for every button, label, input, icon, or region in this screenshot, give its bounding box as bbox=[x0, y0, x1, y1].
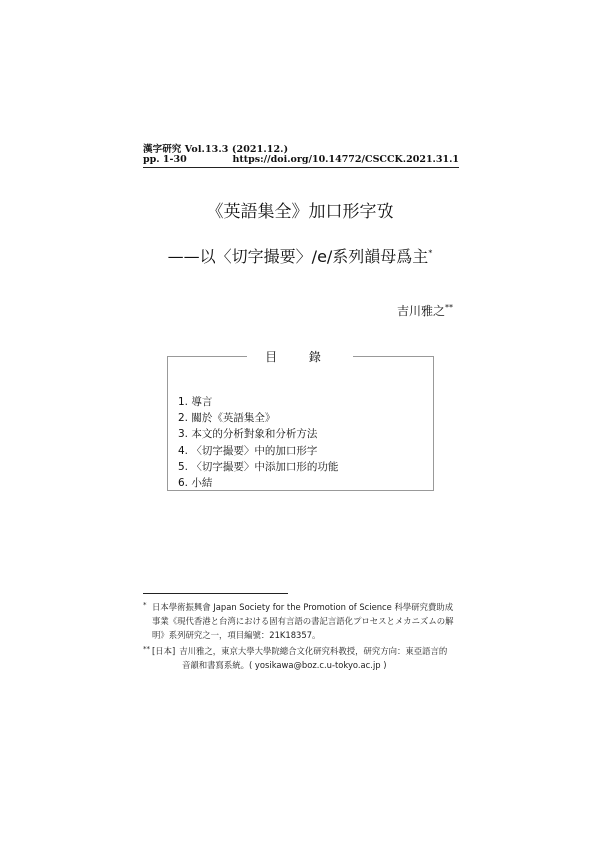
toc-item: 6. 小結 bbox=[178, 477, 213, 490]
footnote-body bbox=[152, 644, 461, 672]
author-name: 吉川雅之 bbox=[396, 304, 445, 318]
toc-heading bbox=[0, 348, 600, 365]
subtitle-text: ——以〈切字撮要〉/e/系列韻母爲主 bbox=[167, 247, 429, 266]
footnote-rule bbox=[143, 593, 288, 594]
footnote-funding bbox=[143, 600, 461, 642]
paper-title: 《英語集全》加口形字攷 bbox=[206, 202, 394, 222]
footnote-line2: 音韻和書寫系統。( yosikawa@boz.c.u-tokyo.ac.jp ) bbox=[182, 660, 387, 670]
author-line bbox=[397, 302, 453, 319]
footnote-line1: 吉川雅之，東京大學大學院總合文化研究科教授，研究方向：東亞語言的 bbox=[179, 646, 448, 656]
toc-list bbox=[178, 394, 338, 491]
header-rule bbox=[143, 167, 459, 168]
footnote-mark: * bbox=[143, 601, 147, 609]
toc-item: 1. 導言 bbox=[178, 396, 213, 408]
footnote-tag: [日本] bbox=[152, 646, 176, 656]
paper-subtitle bbox=[0, 244, 600, 267]
author-footnote-mark: ** bbox=[445, 303, 453, 312]
toc-item: 4. 〈切字撮要〉中的加口形字 bbox=[178, 444, 318, 457]
doi-link[interactable]: https://doi.org/10.14772/CSCCK.2021.31.1 bbox=[232, 154, 459, 165]
subtitle-footnote-mark: * bbox=[428, 248, 433, 258]
footnote-author bbox=[143, 644, 461, 672]
toc-heading-text: 目 錄 bbox=[247, 350, 353, 364]
page-range: pp. 1-30 bbox=[143, 154, 187, 165]
toc-item: 5. 〈切字撮要〉中添加口形的功能 bbox=[178, 460, 339, 473]
footnote-text: 日本學術振興會 Japan Society for the Promotion of Science 科學研究費助成事業《現代香港と台湾における固有言語の書記言語化プロセスとメカニズムの解明》系列研究之一，項目編號：21K18357。 bbox=[152, 602, 454, 640]
toc-item: 2. 關於《英語集全》 bbox=[178, 412, 276, 425]
footnote-mark: ** bbox=[143, 645, 150, 653]
journal-citation: 漢字研究 Vol.13.3 (2021.12.) bbox=[143, 144, 289, 155]
toc-item: 3. 本文的分析對象和分析方法 bbox=[178, 428, 318, 441]
